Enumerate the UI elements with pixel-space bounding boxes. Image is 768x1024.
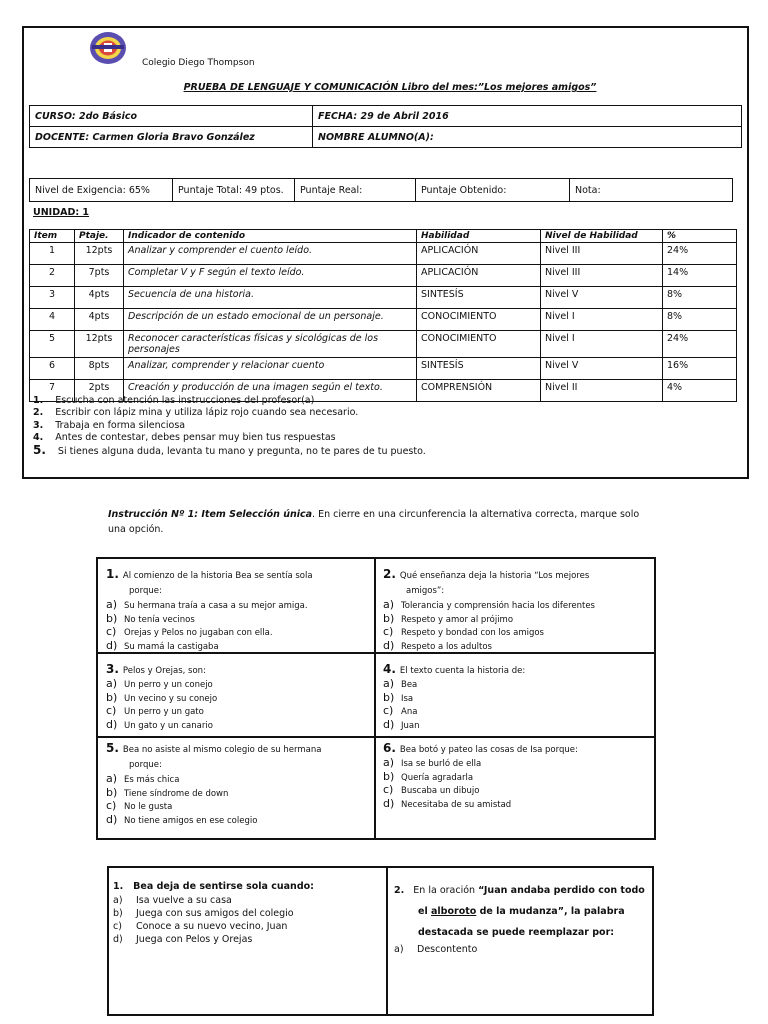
question-text: Al comienzo de la historia Bea se sentía sola: [122, 571, 313, 581]
rule-number: 3.: [33, 419, 44, 431]
answer-option[interactable]: [106, 692, 371, 706]
option-letter: a): [394, 944, 404, 955]
pct-cell: 8%: [663, 287, 737, 309]
ptaje-cell: 4pts: [75, 287, 124, 309]
total-cell: Puntaje Total: 49 ptos.: [173, 179, 295, 202]
rule-text: Escucha con atención las instrucciones del profesor(a): [55, 395, 315, 406]
option-text: Respeto y bondad con los amigos: [401, 628, 544, 638]
question-number: 6.: [383, 741, 396, 755]
school-name: Colegio Diego Thompson: [142, 58, 255, 68]
option-text: No tiene amigos en ese colegio: [124, 815, 258, 826]
unit-label: UNIDAD: 1: [33, 207, 90, 218]
question-number: 2.: [383, 567, 396, 581]
question-number: 1.: [113, 881, 124, 892]
nivel-cell: Nivel V: [541, 287, 663, 309]
spec-row: [30, 287, 737, 309]
answer-option[interactable]: [106, 787, 371, 801]
exam-title: PRUEBA DE LENGUAJE Y COMUNICACIÓN Libro del mes:”Los mejores amigos”: [183, 82, 597, 93]
option-text: Tolerancia y comprensión hacia los diferentes: [401, 601, 595, 611]
answer-option[interactable]: [383, 757, 648, 771]
instruction-text: . En cierre en una circunferencia la alternativa correcta, marque solo una opción.: [108, 509, 640, 535]
option-text: Ana: [401, 707, 418, 717]
option-letter: c): [106, 799, 117, 812]
option-text: No le gusta: [124, 802, 173, 812]
stem-part: destacada se puede reemplazar por:: [418, 927, 615, 938]
info-table: [29, 105, 742, 148]
bottom-question-1: [113, 880, 383, 946]
option-letter: a): [113, 895, 123, 906]
option-letter: a): [383, 598, 395, 611]
nivel-cell: Nivel III: [541, 265, 663, 287]
option-letter: b): [106, 690, 118, 704]
rule-text: Si tienes alguna duda, levanta tu mano y pregunta, no te pares de tu puesto.: [57, 446, 426, 458]
option-text: Un perro y un gato: [124, 707, 204, 717]
option-letter: d): [106, 812, 118, 826]
option-text: Descontento: [417, 944, 478, 955]
option-letter: c): [383, 704, 394, 717]
question-3: [106, 663, 371, 732]
option-text: Buscaba un dibujo: [401, 786, 480, 796]
option-text: Tiene síndrome de down: [124, 788, 229, 799]
option-letter: b): [383, 690, 395, 704]
answer-option[interactable]: [383, 798, 648, 812]
question-number: 5.: [106, 741, 119, 755]
question-number: 2.: [394, 885, 405, 896]
ptaje-cell: 12pts: [75, 331, 124, 358]
answer-option[interactable]: [113, 920, 383, 933]
item-cell: 2: [30, 265, 75, 287]
pct-cell: 8%: [663, 309, 737, 331]
answer-option[interactable]: [383, 599, 648, 613]
option-letter: a): [106, 772, 118, 785]
question-number: 4.: [383, 662, 396, 676]
option-letter: b): [383, 769, 395, 783]
option-text: Conoce a su nuevo vecino, Juan: [136, 921, 288, 932]
pct-cell: 4%: [663, 380, 737, 402]
header-habilidad: Habilidad: [417, 230, 541, 243]
teacher-cell: DOCENTE: Carmen Gloria Bravo González: [30, 127, 313, 148]
answer-option[interactable]: [113, 894, 383, 907]
option-letter: c): [383, 625, 394, 638]
question-text: Bea no asiste al mismo colegio de su hermana: [122, 745, 322, 755]
answer-option[interactable]: [383, 719, 648, 733]
pct-cell: 14%: [663, 265, 737, 287]
question-text: Pelos y Orejas, son:: [122, 666, 206, 676]
option-letter: d): [383, 638, 395, 652]
habilidad-cell: SINTESÍS: [417, 287, 541, 309]
question-6: [383, 742, 648, 811]
pct-cell: 16%: [663, 358, 737, 380]
item-cell: 6: [30, 358, 75, 380]
answer-option[interactable]: [106, 719, 371, 733]
exigencia-cell: Nivel de Exigencia: 65%: [30, 179, 173, 202]
item-cell: 3: [30, 287, 75, 309]
option-letter: b): [113, 908, 123, 919]
metrics-table: [29, 178, 733, 202]
option-letter: d): [383, 796, 395, 810]
pct-cell: 24%: [663, 243, 737, 265]
date-cell: FECHA: 29 de Abril 2016: [313, 106, 742, 127]
rule-text: Escribir con lápiz mina y utiliza lápiz rojo cuando sea necesario.: [55, 407, 359, 419]
option-text: Un gato y un canario: [124, 720, 213, 731]
question-text: El texto cuenta la historia de:: [399, 666, 526, 676]
habilidad-cell: CONOCIMIENTO: [417, 331, 541, 358]
question-stem: [383, 742, 648, 757]
obtained-score-cell[interactable]: Puntaje Obtenido:: [416, 179, 570, 202]
answer-option[interactable]: [383, 705, 648, 719]
bottom-question-2: [394, 880, 650, 956]
question-number: 1.: [106, 567, 119, 581]
rule-text: Antes de contestar, debes pensar muy bien tus respuestas: [55, 431, 336, 443]
option-text: Respeto y amor al prójimo: [401, 614, 514, 625]
option-letter: d): [113, 934, 123, 945]
indicador-cell: Reconocer características físicas y sicológicas de los personajes: [124, 331, 417, 358]
rule-item: [33, 420, 426, 432]
question-text-cont: porque:: [129, 760, 162, 770]
rules-list: [33, 395, 426, 458]
option-text: Quería agradarla: [401, 772, 474, 783]
pct-cell: 24%: [663, 331, 737, 358]
nivel-cell: Nivel I: [541, 331, 663, 358]
spec-row: [30, 265, 737, 287]
answer-option[interactable]: [383, 613, 648, 627]
option-text: Isa se burló de ella: [401, 759, 482, 769]
option-text: Bea: [401, 680, 418, 690]
header-ptaje: Ptaje.: [75, 230, 124, 243]
question-1: [106, 568, 371, 653]
item-cell: 1: [30, 243, 75, 265]
header-item: Item: [30, 230, 75, 243]
habilidad-cell: COMPRENSIÓN: [417, 380, 541, 402]
option-letter: a): [106, 598, 118, 611]
option-letter: b): [106, 611, 118, 625]
indicador-cell: Completar V y F según el texto leído.: [124, 265, 417, 287]
answer-option[interactable]: [383, 771, 648, 785]
option-letter: a): [383, 756, 395, 769]
question-stem: [106, 568, 371, 583]
option-text: Necesitaba de su amistad: [401, 799, 512, 810]
answer-option[interactable]: [113, 933, 383, 946]
question-quote: “Juan andaba perdido con todo: [478, 885, 645, 896]
rule-item: [33, 432, 426, 444]
option-letter: d): [106, 638, 118, 652]
rule-item: [33, 395, 426, 407]
school-logo-icon: [89, 31, 127, 65]
habilidad-cell: APLICACIÓN: [417, 243, 541, 265]
rule-number: 2.: [33, 407, 44, 419]
ptaje-cell: 4pts: [75, 309, 124, 331]
header-pct: %: [663, 230, 737, 243]
rule-item: [33, 407, 426, 419]
option-letter: c): [106, 704, 117, 717]
stem-part: el: [418, 906, 432, 917]
item-cell: 5: [30, 331, 75, 358]
real-score-cell[interactable]: Puntaje Real:: [295, 179, 416, 202]
nivel-cell: Nivel III: [541, 243, 663, 265]
item-cell: 4: [30, 309, 75, 331]
rule-item: [33, 444, 426, 458]
indicador-cell: Analizar y comprender el cuento leído.: [124, 243, 417, 265]
answer-option[interactable]: [106, 773, 371, 787]
answer-option[interactable]: [106, 800, 371, 814]
rule-text: Trabaja en forma silenciosa: [55, 419, 186, 431]
option-letter: b): [383, 611, 395, 625]
answer-option[interactable]: [106, 678, 371, 692]
highlighted-word: alboroto: [431, 906, 477, 917]
answer-option[interactable]: [394, 943, 650, 956]
course-cell: CURSO: 2do Básico: [30, 106, 313, 127]
spec-row: [30, 331, 737, 358]
option-letter: a): [106, 677, 118, 690]
answer-option[interactable]: [106, 814, 371, 828]
student-name-cell[interactable]: NOMBRE ALUMNO(A):: [313, 127, 742, 148]
header-indicador: Indicador de contenido: [124, 230, 417, 243]
option-text: Juan: [401, 720, 420, 731]
indicador-cell: Descripción de un estado emocional de un personaje.: [124, 309, 417, 331]
option-text: Isa vuelve a su casa: [136, 895, 232, 906]
option-text: Su hermana traía a casa a su mejor amiga.: [124, 601, 308, 611]
option-text: Orejas y Pelos no jugaban con ella.: [124, 628, 273, 638]
option-letter: c): [106, 625, 117, 638]
answer-option[interactable]: [383, 626, 648, 640]
grade-cell[interactable]: Nota:: [570, 179, 733, 202]
option-text: No tenía vecinos: [124, 614, 195, 625]
item-cell: 7: [30, 380, 75, 402]
option-text: Su mamá la castigaba: [124, 641, 219, 652]
habilidad-cell: CONOCIMIENTO: [417, 309, 541, 331]
answer-option[interactable]: [383, 692, 648, 706]
ptaje-cell: 7pts: [75, 265, 124, 287]
bottom-divider: [386, 866, 388, 1016]
answer-option[interactable]: [106, 640, 371, 654]
option-letter: c): [113, 921, 122, 932]
nivel-cell: Nivel I: [541, 309, 663, 331]
answer-option[interactable]: [106, 705, 371, 719]
question-5: [106, 742, 371, 827]
question-text-cont: amigos”:: [406, 586, 445, 596]
option-letter: d): [383, 717, 395, 731]
instruction-label: Instrucción Nº 1: Item Selección única: [108, 509, 313, 520]
answer-option[interactable]: [113, 907, 383, 920]
header-nivel: Nivel de Habilidad: [541, 230, 663, 243]
question-stem: [383, 568, 648, 583]
nivel-cell: Nivel II: [541, 380, 663, 402]
answer-option[interactable]: [383, 678, 648, 692]
spec-row: [30, 358, 737, 380]
instruction: [108, 507, 648, 537]
answer-option[interactable]: [106, 626, 371, 640]
ptaje-cell: 12pts: [75, 243, 124, 265]
question-2: [383, 568, 648, 653]
option-letter: d): [106, 717, 118, 731]
option-text: Un vecino y su conejo: [124, 693, 218, 704]
question-stem: [106, 742, 371, 757]
answer-option[interactable]: [106, 599, 371, 613]
question-stem: [106, 663, 371, 678]
option-text: Juega con sus amigos del colegio: [136, 908, 294, 919]
option-text: Un perro y un conejo: [124, 680, 213, 690]
answer-option[interactable]: [383, 784, 648, 798]
question-stem: [383, 663, 648, 678]
option-letter: b): [106, 785, 118, 799]
option-letter: a): [383, 677, 395, 690]
option-text: Juega con Pelos y Orejas: [136, 934, 253, 945]
question-text: Qué enseñanza deja la historia “Los mejores: [399, 571, 590, 581]
question-stem: En la oración: [413, 885, 479, 896]
spec-row: [30, 309, 737, 331]
question-4: [383, 663, 648, 732]
option-letter: c): [383, 783, 394, 796]
answer-option[interactable]: [383, 640, 648, 654]
indicador-cell: Analizar, comprender y relacionar cuento: [124, 358, 417, 380]
ptaje-cell: 8pts: [75, 358, 124, 380]
question-text-cont: porque:: [129, 586, 162, 596]
nivel-cell: Nivel V: [541, 358, 663, 380]
spec-row: [30, 243, 737, 265]
rule-number: 5.: [33, 443, 46, 458]
option-text: Isa: [401, 693, 414, 704]
rule-number: 1.: [33, 395, 44, 406]
spec-table: [29, 229, 737, 402]
answer-option[interactable]: [106, 613, 371, 627]
stem-part: de la mudanza”, la palabra: [476, 906, 625, 917]
question-text: Bea botó y pateo las cosas de Isa porque:: [399, 745, 578, 755]
option-text: Es más chica: [124, 775, 180, 785]
habilidad-cell: APLICACIÓN: [417, 265, 541, 287]
option-text: Respeto a los adultos: [401, 641, 492, 652]
grid-divider: [374, 557, 376, 840]
ptaje-cell: 2pts: [75, 380, 124, 402]
indicador-cell: Creación y producción de una imagen según el texto.: [124, 380, 417, 402]
rule-number: 4.: [33, 431, 44, 443]
question-number: 3.: [106, 662, 119, 676]
habilidad-cell: SINTESÍS: [417, 358, 541, 380]
grid-row-divider: [96, 736, 656, 738]
indicador-cell: Secuencia de una historia.: [124, 287, 417, 309]
question-stem: Bea deja de sentirse sola cuando:: [133, 881, 314, 892]
